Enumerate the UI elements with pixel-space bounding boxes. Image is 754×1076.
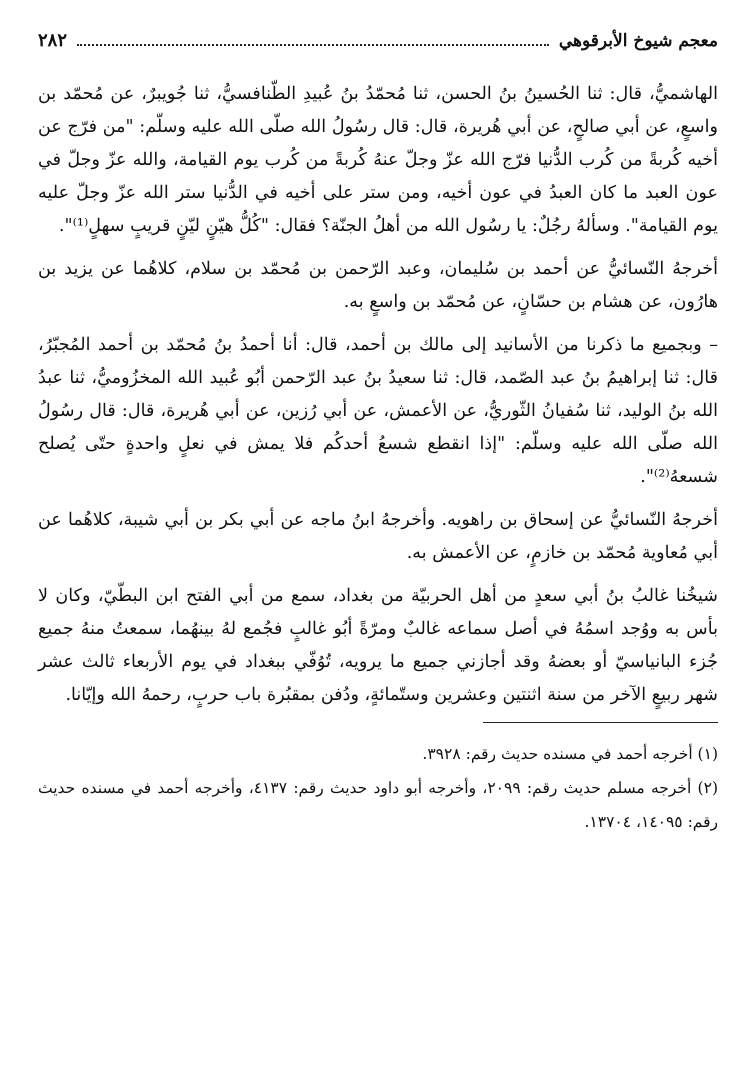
paragraph-takhrij-2: أخرجهُ النّسائيُّ عن إسحاق بن راهويه. وأخرجهُ ابنُ ماجه عن أبي بكر بن أبي شيبة، كلاهُما عن أبي مُعاوية مُحمّد بن خازمٍ، عن الأعمش به. (38, 510, 718, 563)
book-page (38, 30, 718, 839)
paragraph-hadith-1: الهاشميُّ، قال: ثنا الحُسينُ بنُ الحسن، ثنا مُحمّدُ بنُ عُبيدِ الطّنافسيُّ، ثنا جُويبرٌ، عن مُحمّد بن واسعٍ، عن أبي صالحٍ، عن أبي هُريرة، قال: قال رسُولُ الله صلّى الله عليه وسلّم: "من فرّج عن أخيه كُربةً من كُرب الدُّنيا فرّج الله عزّ وجلّ عنهُ كُربةً من كُرب يوم القيامة، والله عزّ وجلّ في عون العبد ما كان العبدُ في عون أخيه، ومن ستر على أخيه في الدُّنيا ستر الله عزّ وجلّ عليه يوم القيامة". وسألهُ رجُلٌ: يا رسُول الله من أهلُ الجنّة؟ فقال: "كُلُّ هيّنٍ ليّنٍ قريبٍ سهلٍ⁽¹⁾". (38, 84, 718, 236)
footnotes (38, 737, 718, 839)
main-text (38, 78, 718, 712)
footnote-separator (483, 722, 718, 723)
paragraph-hadith-2: – وبجميع ما ذكرنا من الأسانيد إلى مالك بن أحمد، قال: أنا أحمدُ بنُ مُحمّد بن أحمد المُجبّرُ، قال: ثنا إبراهيمُ بنُ عبد الصّمد، قال: ثنا سعيدُ بنُ عبد الرّحمن أبُو عُبيد الله المخزُوميُّ، ثنا عبدُ الله بنُ الوليد، ثنا سُفيانُ الثّوريُّ، عن الأعمش، عن أبي رُزين، عن أبي هُريرة، قال: قال رسُولُ الله صلّى الله عليه وسلّم: "إذا انقطع شسعُ أحدكُم فلا يمش في نعلٍ واحدةٍ حتّى يُصلح شسعهُ⁽²⁾". (38, 335, 718, 487)
page-number: ٢٨٢ (38, 30, 68, 51)
running-header (38, 30, 718, 70)
footnote-1: (١) أخرجه أحمد في مسنده حديث رقم: ٣٩٢٨. (422, 745, 718, 763)
paragraph-biography: شيخُنا غالبُ بنُ أبي سعدٍ من أهل الحربيّة من بغداد، سمع من أبي الفتح ابن البطّيّ، وكان لا بأس به ووُجد اسمُهُ في أصل سماعه غالبٌ ومرّةً أبُو غالبٍ فجُمع لهُ بينهُما، سمعتُ منهُ جميع جُزء البانياسيّ أو بعضهُ وقد أجازني جميع ما يرويه، تُوُفّي ببغداد في يوم الأربعاء ثالث عشر شهر ربيعٍ الآخر من سنة اثنتين وعشرين وستّمائةٍ، ودُفن بمقبُرة باب حربٍ، رحمهُ الله وإيّانا. (38, 586, 718, 705)
paragraph-takhrij-1: أخرجهُ النّسائيُّ عن أحمد بن سُليمان، وعبد الرّحمن بن مُحمّد بن سلام، كلاهُما عن يزيد بن هارُون، عن هشام بن حسّانٍ، عن مُحمّد بن واسعٍ به. (38, 259, 718, 312)
book-title: معجم شيوخ الأبرقوهي (558, 31, 718, 51)
footnote-2: (٢) أخرجه مسلم حديث رقم: ٢٠٩٩، وأخرجه أبو داود حديث رقم: ٤١٣٧، وأخرجه أحمد في مسنده حديث رقم: ١٤٠٩٥، ١٣٧٠٤. (38, 779, 718, 831)
header-dotted-leader (77, 44, 549, 46)
